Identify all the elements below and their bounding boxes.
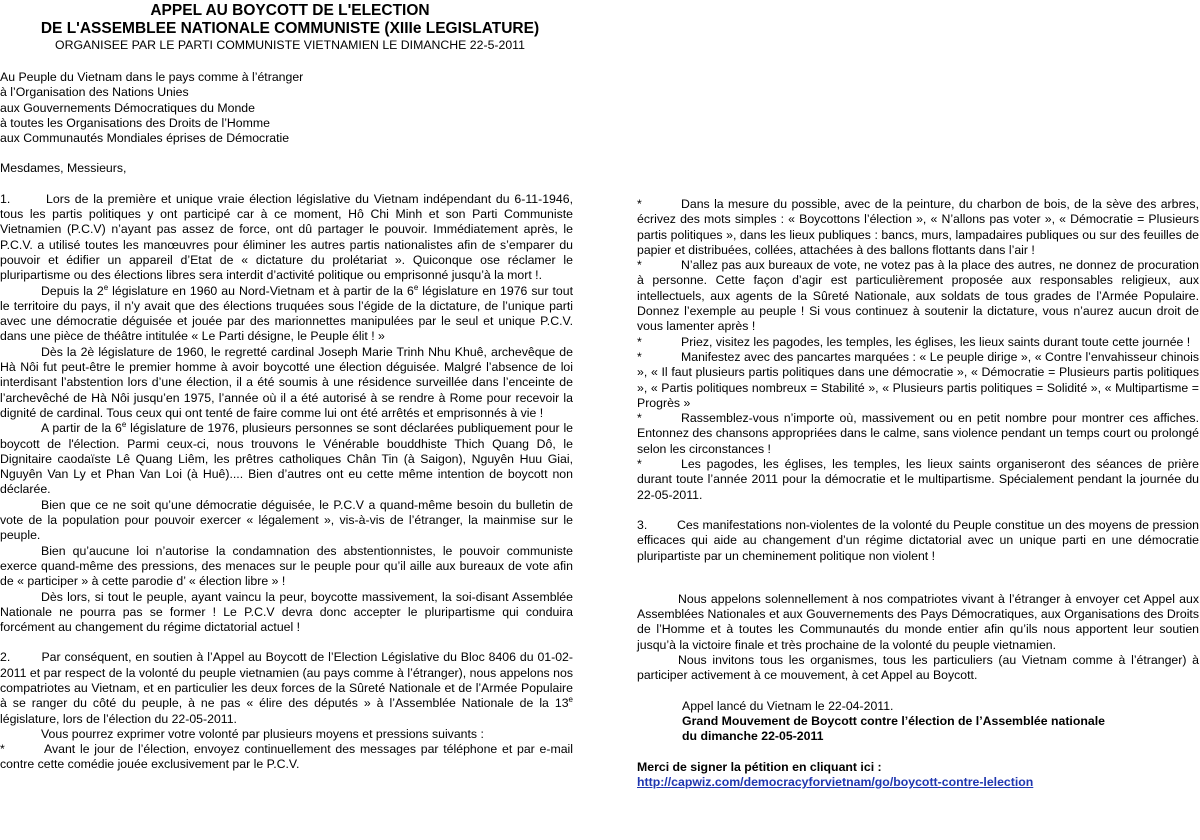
spacer [637,745,1199,760]
petition-link[interactable]: http://capwiz.com/democracyforvietnam/go/boycott-contre-lelection [637,774,1034,789]
title-line-3: ORGANISEE PAR LE PARTI COMMUNISTE VIETNAMIEN LE DIMANCHE 22-5-2011 [55,38,525,52]
section-1-paragraph-3: Dès la 2è législature de 1960, le regretté cardinal Joseph Marie Trinh Nhu Khuê, archevêque de Hà Nôi fut peut-être le premier homme à avoir boycotté une élection déguisée. Malgré l’absence de loi interdisant l’abstention lors d’une élection, il a été soumis à une résidence surveillée dans l’enceinte de l’archevêché de Hà Nôi jusqu’en 1975, l’année où il a été autorisé à se rendre à Rome pour recevoir la dignité de cardinal. Tous ceux qui ont tenté de faire comme lui ont été arrêtés et emprisonnés à vie ! [0,344,573,420]
title-line-1: APPEL AU BOYCOTT DE L'ELECTION [150,2,430,19]
spacer [0,146,573,161]
bullet-item: * Priez, visitez les pagodes, les temples, les églises, les lieux saints durant toute cette journée ! [637,334,1191,349]
section-number: 2. [0,650,11,665]
spacer [637,564,1199,592]
section-1-paragraph-5: Bien que ce ne soit qu’une démocratie déguisée, le P.C.V a quand-même besoin du bulletin de vote de la population pour pouvoir exercer « légalement », vis-à-vis de l’étranger, la mainmise sur le peuple. [0,497,573,543]
right-column [637,197,1199,790]
bullet-mark: * [0,742,5,757]
section-number: 3. [637,517,648,532]
addressee-item: Au Peuple du Vietnam dans le pays comme à l’étranger [0,70,304,84]
bullet-item: * Rassemblez-vous n’importe où, massivement ou en petit nombre pour montrer ces affiches. Entonnez des chansons appropriées dans le calme, sans violence pendant un temps court ou prolongé selon les circonstances ! [637,411,1199,456]
signature-date: Appel lancé du Vietnam le 22-04-2011. [682,698,894,713]
bullet-mark: * [637,334,642,349]
document-title [0,2,580,52]
addressee-list [0,70,573,146]
spacer [0,177,573,192]
bullet-item: * Dans la mesure du possible, avec de la peinture, du charbon de bois, de la sève des arbres, écrivez des mots simples : « Boycottons l’élection », « N’allons pas voter », « Démocratie = Plusieurs partis politiques », dans les lieux publiques : bancs, murs, lampadaires publiques ou sur des feuilles de papier et distribuées, collées, attachées à des ballons flottants dans l’air ! [637,197,1199,257]
bullet-mark: * [637,258,642,273]
section-1-paragraph-7: Dès lors, si tout le peuple, ayant vaincu la peur, boycotte massivement, la soi-disant Assemblée Nationale ne pourra pas se former ! Le P.C.V devra donc accepter le pluripartisme qui conduira forcément au changement du régime dictatorial actuel ! [0,589,573,635]
bullet-item: * Avant le jour de l’élection, envoyez continuellement des messages par téléphone et par e-mail contre cette comédie jouée exclusivement par le P.C.V. [0,742,573,772]
section-number: 1. [0,191,11,206]
spacer [637,684,1199,699]
spacer [0,635,573,650]
section-1-paragraph-6: Bien qu’aucune loi n’autorise la condamnation des abstentionnistes, le pouvoir communiste exerce quand-même des pressions, des menaces sur le peuple pour qu’il aille aux bureaux de vote afin de « participer » à cette parodie d’ « élection libre » ! [0,543,573,589]
closing-paragraph-2: Nous invitons tous les organismes, tous les particuliers (au Vietnam comme à l’étranger) à participer activement à ce mouvement, à cet Appel au Boycott. [637,653,1199,683]
addressee-item: aux Gouvernements Démocratiques du Monde [0,100,255,115]
section-3-paragraph: 3. Ces manifestations non-violentes de la volonté du Peuple constitue un des moyens de pression efficaces qui aide au changement d’un régime dictatorial avec un unique parti en une démocratie pluripartiste par un cheminement politique non violent ! [637,517,1199,563]
bullet-mark: * [637,349,642,364]
title-line-2: DE L'ASSEMBLEE NATIONALE COMMUNISTE (XIIIe LEGISLATURE) [40,20,540,37]
section-1-paragraph-2: Depuis la 2e législature en 1960 au Nord-Vietnam et à partir de la 6e législature en 1976 sur tout le territoire du pays, il n’y avait que des élections truquées sous l’égide de la dictature, de l’unique parti avec une démocratie déguisée et jouée par des marionnettes manipulées par le seul et unique P.C.V. dans une pièce de théâtre intitulée « Le Parti désigne, le Peuple élit ! » [0,282,573,344]
signature-organization: Grand Mouvement de Boycott contre l’élection de l’Assemblée nationale [682,713,1105,728]
section-1-paragraph-1: 1. Lors de la première et unique vraie élection législative du Vietnam indépendant du 6-11-1946, tous les partis politiques y ont participé car à ce moment, Hô Chi Minh et son Parti Communiste Vietnamien (P.C.V) n’ayant pas assez de force, ont dû partager le pouvoir. Immédiatement après, le P.C.V. a utilisé toutes les manœuvres pour éliminer les autres partis nationalistes afin de s’emparer du pouvoir et édifier un appareil d’Etat de « dictature du prolétariat ». Quiconque ose réclamer le pluripartisme ou des élections libres sera interdit d’activité politique ou emprisonné jusqu’à la mort !. [0,191,573,283]
bullet-mark: * [637,197,642,211]
signature-block [637,699,1199,745]
section-2-paragraph-1: 2. Par conséquent, en soutien à l’Appel au Boycott de l’Election Législative du Bloc 8406 du 01-02-2011 et par respect de la volonté du peuple vietnamien (au pays comme à l’étranger), nous appelons nos compatriotes au Vietnam, et en particulier les deux forces de la Sûreté Nationale et de l’Armée Populaire à se ranger du côté du peuple, à ne pas « élire des députés » à l’Assemblée Nationale de la 13e législature, lors de l’élection du 22-05-2011. [0,650,573,726]
section-2-paragraph-2: Vous pourrez exprimer votre volonté par plusieurs moyens et pressions suivants : [41,726,484,741]
bullet-mark: * [637,411,642,426]
closing-paragraph-1: Nous appelons solennellement à nos compatriotes vivant à l’étranger à envoyer cet Appel aux Assemblées Nationales et aux Gouvernements des Pays Démocratiques, aux Organisations des Droits de l’Homme et à toutes les Communautés du monde entier afin qu’ils nous apportent leur soutien jusqu’à la victoire finale et très prochaine de la volonté du peuple vietnamien. [637,591,1199,652]
bullet-mark: * [637,457,642,472]
signature-election-date: du dimanche 22-05-2011 [682,729,824,744]
bullet-item: * Les pagodes, les églises, les temples, les lieux saints organiseront des séances de prière durant toute l’année 2011 pour la démocratie et le multipartisme. Spécialement pendant la journée du 22-05-2011. [637,457,1199,502]
addressee-item: aux Communautés Mondiales éprises de Démocratie [0,131,290,146]
addressee-item: à toutes les Organisations des Droits de l’Homme [0,115,270,130]
bullet-item: * N’allez pas aux bureaux de vote, ne votez pas à la place des autres, ne donnez de procuration à personne. Cette façon d’agir est particulièrement proposée aux responsables religieux, aux intellectuels, aux agents de la Sûreté Nationale, aux soldats de tous grades de l’Armée Populaire. Donnez l’exemple au peuple ! Si vous continuez à soutenir la dictature, vous n’aurez aucun droit de vous lamenter après ! [637,258,1199,334]
bullet-item: * Manifestez avec des pancartes marquées : « Le peuple dirige », « Contre l’envahisseur chinois », « Il faut plusieurs partis politiques dans une démocratie », « Démocratie = Plusieurs partis politiques », « Partis politiques nombreux = Stabilité », « Plusieurs partis politiques = Solidité », « Multipartisme = Progrès » [637,349,1199,410]
salutation: Mesdames, Messieurs, [0,161,127,176]
petition-label: Merci de signer la pétition en cliquant ici : [637,759,882,774]
left-column [0,70,573,773]
addressee-item: à l’Organisation des Nations Unies [0,85,189,100]
spacer [637,503,1199,518]
section-1-paragraph-4: A partir de la 6e législature de 1976, plusieurs personnes se sont déclarées publiquement pour le boycott de l'élection. Parmi ceux-ci, nous trouvons le Vénérable bouddhiste Thich Quang Dô, le Dignitaire caodaïste Lê Quang Liêm, les prêtres catholiques Chân Tin (à Saigon), Nguyên Huu Giai, Nguyên Van Ly et Phan Van Loi (à Huê).... Bien d’autres ont eu cette même intention de boycott non déclarée. [0,420,574,497]
